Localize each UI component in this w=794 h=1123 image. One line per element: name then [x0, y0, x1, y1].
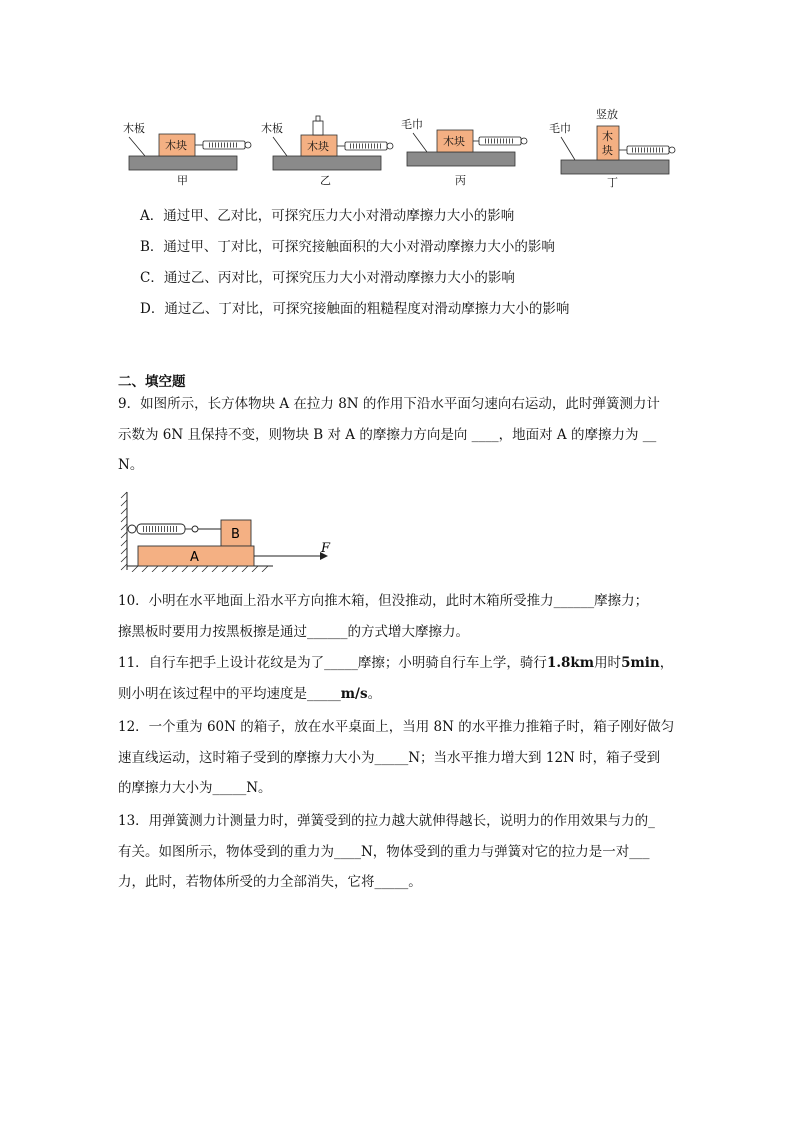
- vertical-note-ding: 竖放: [596, 108, 618, 121]
- question-10: 10．小明在水平地面上沿水平方向推木箱，但没推动，此时木箱所受推力______摩擦力； 擦黑板时要用力按黑板擦是通过______的方式增大摩擦力。: [118, 593, 649, 640]
- svg-text:B: B: [231, 527, 240, 542]
- question-13: 13．用弹簧测力计测量力时，弹簧受到的拉力越大就伸得越长，说明力的作用效果与力的_ 有关。如图所示，物体受到的重力为____N，物体受到的重力与弹簧对它的拉力是一对___ 力，此时，若物体所受的力全部消失，它将_____。: [118, 813, 655, 890]
- option-b[interactable]: B．通过甲、丁对比，可探究接触面积的大小对滑动摩擦力大小的影响: [140, 239, 555, 255]
- option-d[interactable]: D．通过乙、丁对比，可探究接触面的粗糙程度对滑动摩擦力大小的影响: [140, 301, 570, 317]
- option-a[interactable]: A．通过甲、乙对比，可探究压力大小对滑动摩擦力大小的影响: [140, 208, 515, 224]
- friction-experiment-figure: [115, 104, 695, 192]
- q9-figure: [118, 490, 338, 572]
- panel-yi: [261, 116, 393, 187]
- section-title: 二、填空题: [118, 374, 186, 390]
- surface-label-bing: 毛巾: [401, 118, 423, 131]
- panel-bing: [401, 117, 527, 187]
- option-c[interactable]: C．通过乙、丙对比，可探究压力大小对滑动摩擦力大小的影响: [140, 270, 515, 286]
- svg-text:块: 块: [602, 144, 613, 157]
- question-11: 11．自行车把手上设计花纹是为了_____摩擦；小明骑自行车上学，骑行1.8km用时5min， 则小明在该过程中的平均速度是_____m/s。: [118, 655, 674, 702]
- svg-text:木块: 木块: [443, 135, 465, 148]
- question-9: 9．如图所示，长方体物块 A 在拉力 8N 的作用下沿水平面匀速向右运动，此时弹簧测力计 示数为 6N 且保持不变，则物块 B 对 A 的摩擦力方向是向 ____，地面对 A 的摩擦力为 __ N。: [118, 396, 660, 473]
- svg-text:木块: 木块: [307, 140, 329, 153]
- surface-label-jia: 木板: [123, 122, 145, 135]
- force-label: F: [321, 541, 331, 556]
- board-yi: [273, 156, 381, 170]
- weight-yi: [313, 121, 323, 135]
- question-12: 12．一个重为 60N 的箱子，放在水平桌面上，当用 8N 的水平推力推箱子时，箱子刚好做匀 速直线运动，这时箱子受到的摩擦力大小为_____N；当水平推力增大到 12N 时，箱子受到 的摩擦力大小为_____N。: [118, 719, 675, 796]
- towel-board-bing: [407, 152, 515, 166]
- caption-jia: 甲: [177, 174, 188, 187]
- board-jia: [129, 156, 237, 170]
- caption-ding: 丁: [607, 176, 618, 189]
- svg-text:木块: 木块: [165, 139, 187, 152]
- caption-bing: 丙: [455, 174, 466, 187]
- surface-label-yi: 木板: [261, 122, 283, 135]
- caption-yi: 乙: [320, 174, 331, 187]
- svg-text:A: A: [190, 550, 199, 565]
- panel-jia: [123, 121, 251, 187]
- panel-ding: [549, 107, 675, 189]
- surface-label-ding: 毛巾: [549, 122, 571, 135]
- svg-text:木: 木: [602, 130, 613, 143]
- towel-board-ding: [561, 160, 669, 174]
